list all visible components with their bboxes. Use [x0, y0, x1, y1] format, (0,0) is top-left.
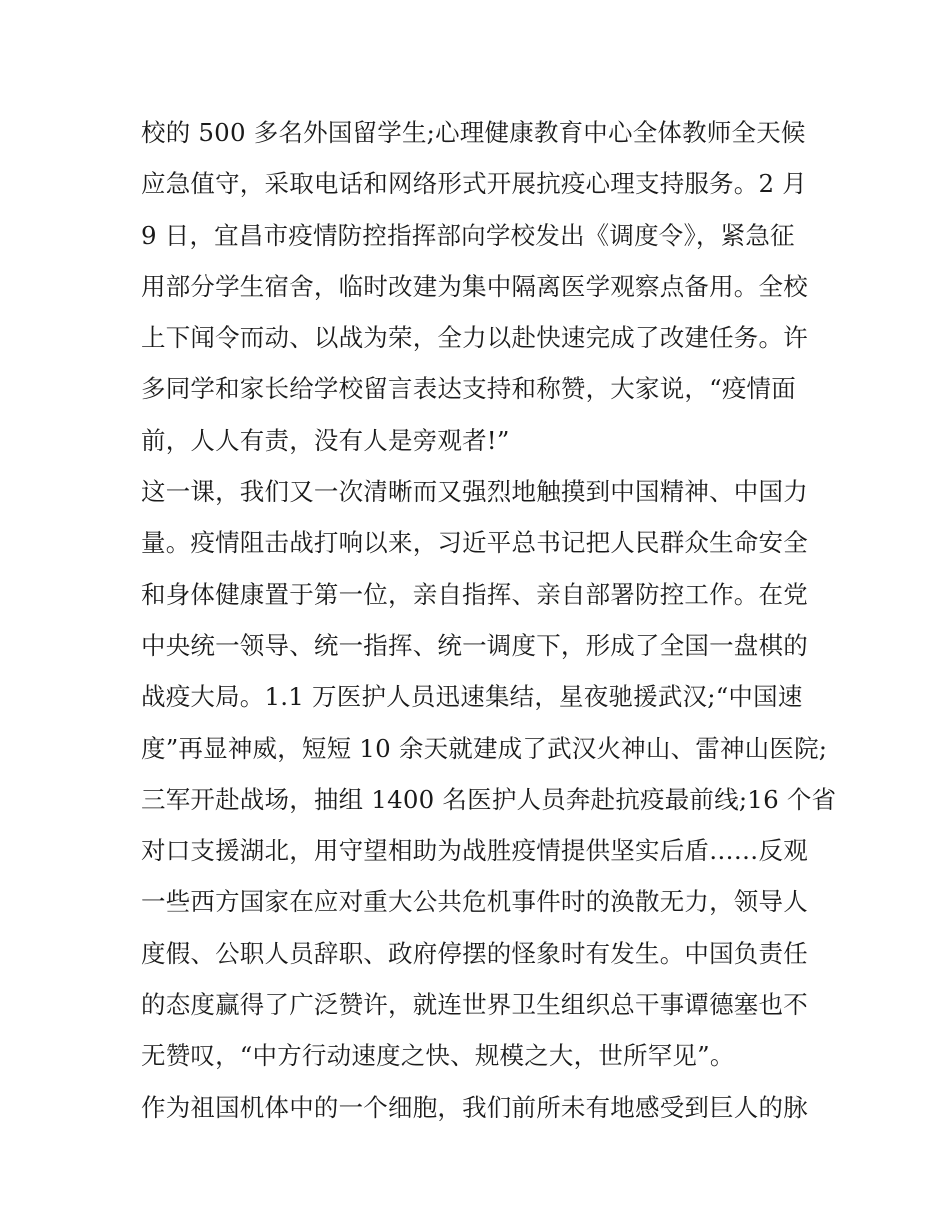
text-line: 校的 500 多名外国留学生;心理健康教育中心全体教师全天候 — [141, 118, 806, 147]
text-line: 中央统一领导、统一指挥、统一调度下，形成了全国一盘棋的 — [141, 630, 808, 660]
text-line: 9 日，宜昌市疫情防控指挥部向学校发出《调度令》，紧急征 — [141, 220, 795, 250]
text-line: 的态度赢得了广泛赞许，就连世界卫生组织总干事谭德塞也不 — [141, 990, 808, 1020]
text-line: 对口支援湖北，用守望相助为战胜疫情提供坚实后盾……反观 — [141, 836, 808, 866]
text-line: 应急值守，采取电话和网络形式开展抗疫心理支持服务。2 月 — [141, 169, 807, 199]
text-line: 上下闻令而动、以战为荣，全力以赴快速完成了改建任务。许 — [141, 323, 808, 353]
text-line: 前，人人有责，没有人是旁观者!” — [141, 425, 510, 455]
paragraph-start-line: 作为祖国机体中的一个细胞，我们前所未有地感受到巨人的脉 — [141, 1092, 808, 1122]
text-line: 量。疫情阻击战打响以来，习近平总书记把人民群众生命安全 — [141, 528, 808, 558]
text-line: 多同学和家长给学校留言表达支持和称赞，大家说，“疫情面 — [141, 374, 796, 404]
text-line: 和身体健康置于第一位，亲自指挥、亲自部署防控工作。在党 — [141, 579, 808, 609]
text-line: 度假、公职人员辞职、政府停摆的怪象时有发生。中国负责任 — [141, 938, 808, 968]
text-line: 用部分学生宿舍，临时改建为集中隔离医学观察点备用。全校 — [141, 271, 808, 301]
text-line: 三军开赴战场，抽组 1400 名医护人员奔赴抗疫最前线;16 个省 — [141, 784, 837, 814]
paragraph-start-line: 这一课，我们又一次清晰而又强烈地触摸到中国精神、中国力 — [141, 477, 808, 507]
text-line: 无赞叹，“中方行动速度之快、规模之大，世所罕见”。 — [141, 1041, 735, 1071]
text-line: 度”再显神威，短短 10 余天就建成了武汉火神山、雷神山医院; — [141, 733, 828, 763]
document-body-text — [141, 107, 837, 1133]
text-line: 战疫大局。1.1 万医护人员迅速集结，星夜驰援武汉;“中国速 — [141, 682, 803, 712]
text-line: 一些西方国家在应对重大公共危机事件时的涣散无力，领导人 — [141, 887, 808, 917]
